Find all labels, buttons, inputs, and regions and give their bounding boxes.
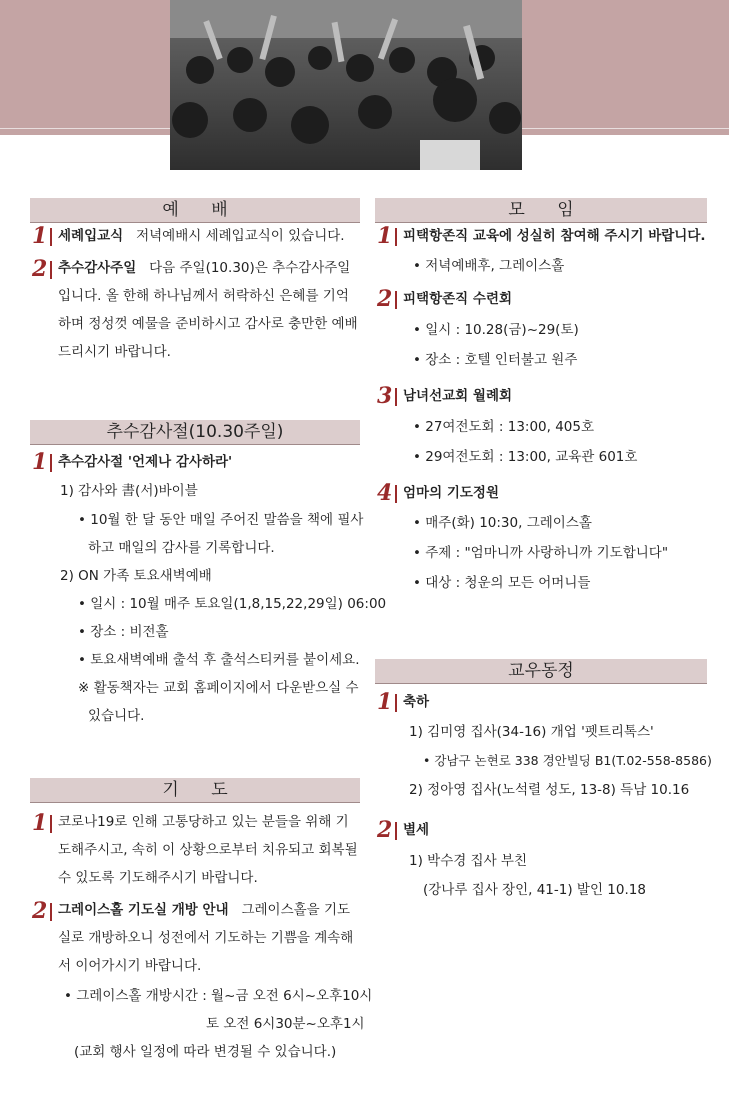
- thanksgiving-line: 있습니다.: [88, 708, 145, 724]
- members-title: 교우동정: [508, 661, 574, 681]
- item-divider: [50, 903, 52, 921]
- header-band-left: [0, 0, 170, 135]
- item-title: 축하: [403, 694, 430, 710]
- header-band-right: [522, 0, 729, 135]
- thanksgiving-line: • 10월 한 달 동안 매일 주어진 말씀을 책에 필사: [78, 512, 364, 528]
- thanksgiving-line: ※ 활동책자는 교회 홈페이지에서 다운받으실 수: [78, 680, 359, 696]
- item-number: 1: [32, 449, 48, 475]
- prayer-item-1: [30, 808, 360, 898]
- meetings-line: • 대상 : 청운의 모든 어머니들: [413, 575, 591, 591]
- item-number: 2: [32, 256, 48, 282]
- members-line: • 강남구 논현로 338 경안빌딩 B1(T.02-558-8586): [423, 753, 712, 768]
- item-title: 엄마의 기도정원: [403, 485, 499, 501]
- meetings-item-2: [375, 287, 707, 317]
- item-divider: [395, 388, 397, 406]
- thanksgiving-line: 1) 감사와 書(서)바이블: [60, 483, 198, 499]
- prayer-line: 토 오전 6시30분~오후1시: [206, 1016, 365, 1032]
- prayer-line: • 그레이스홀 개방시간 : 월~금 오전 6시~오후10시: [64, 988, 373, 1004]
- prayer-title: 기 도: [162, 780, 228, 800]
- item-number: 1: [32, 223, 48, 249]
- worship-section-header: [30, 198, 360, 223]
- meetings-line: • 저녁예배후, 그레이스홀: [413, 258, 565, 274]
- thanksgiving-line: • 장소 : 비전홀: [78, 624, 169, 640]
- meetings-item-1: [375, 224, 707, 254]
- meetings-line: • 일시 : 10.28(금)~29(토): [413, 322, 579, 338]
- thanksgiving-item-1: [30, 450, 360, 480]
- prayer-item-2: [30, 896, 360, 986]
- meetings-line: • 매주(화) 10:30, 그레이스홀: [413, 515, 592, 531]
- members-item-2: [375, 818, 707, 848]
- members-line: (강나루 집사 장인, 41-1) 발인 10.18: [423, 882, 646, 898]
- meetings-item-3: [375, 384, 707, 414]
- meetings-section-header: [375, 198, 707, 223]
- item-text: 코로나19로 인해 고통당하고 있는 분들을 위해 기도해주시고, 속히 이 상황으로부터 치유되고 회복될 수 있도록 기도해주시기 바랍니다.: [58, 814, 358, 886]
- item-divider: [395, 485, 397, 503]
- members-line: 1) 박수경 집사 부친: [409, 853, 528, 869]
- header-photo: [170, 0, 522, 170]
- item-number: 2: [32, 898, 48, 924]
- item-divider: [395, 291, 397, 309]
- item-title: 세례입교식: [58, 228, 124, 244]
- item-divider: [50, 454, 52, 472]
- meetings-line: • 29여전도회 : 13:00, 교육관 601호: [413, 449, 638, 465]
- meetings-line: • 27여전도회 : 13:00, 405호: [413, 419, 595, 435]
- members-item-1: [375, 690, 707, 720]
- thanksgiving-section-header: [30, 420, 360, 445]
- item-number: 4: [377, 480, 393, 506]
- item-number: 1: [32, 810, 48, 836]
- item-title: 추수감사주일: [58, 260, 137, 276]
- item-divider: [50, 261, 52, 279]
- item-divider: [50, 228, 52, 246]
- prayer-line: (교회 행사 일정에 따라 변경될 수 있습니다.): [74, 1044, 337, 1060]
- item-number: 2: [377, 286, 393, 312]
- thanksgiving-line: • 일시 : 10월 매주 토요일(1,8,15,22,29일) 06:00: [78, 596, 387, 612]
- item-text: 다음 주일(10.30)은 추수감사주일입니다. 올 한해 하나님께서 허락하신 은혜를 기억하며 정성껏 예물을 준비하시고 감사로 충만한 예배드리시기 바랍니다.: [58, 260, 358, 360]
- prayer-section-header: [30, 778, 360, 803]
- worship-title: 예 배: [162, 200, 228, 220]
- meetings-line: • 장소 : 호텔 인터불고 원주: [413, 352, 578, 368]
- meetings-title: 모 임: [508, 200, 574, 220]
- item-divider: [50, 815, 52, 833]
- item-title: 그레이스홀 기도실 개방 안내: [58, 902, 229, 918]
- thanksgiving-line: 2) ON 가족 토요새벽예배: [60, 568, 212, 584]
- members-section-header: [375, 659, 707, 684]
- thanksgiving-line: 하고 매일의 감사를 기록합니다.: [88, 540, 275, 556]
- item-number: 3: [377, 383, 393, 409]
- item-number: 1: [377, 689, 393, 715]
- item-title: 추수감사절 '언제나 감사하라': [58, 454, 233, 470]
- meetings-item-4: [375, 481, 707, 511]
- thanksgiving-line: • 토요새벽예배 출석 후 출석스티커를 붙이세요.: [78, 652, 360, 668]
- item-divider: [395, 694, 397, 712]
- item-divider: [395, 822, 397, 840]
- item-title: 별세: [403, 822, 430, 838]
- members-line: 1) 김미영 집사(34-16) 개업 '펫트리톡스': [409, 724, 654, 740]
- item-number: 2: [377, 817, 393, 843]
- members-line: 2) 정아영 집사(노석렬 성도, 13-8) 득남 10.16: [409, 782, 690, 798]
- thanksgiving-title: 추수감사절(10.30주일): [106, 422, 284, 442]
- item-title: 피택항존직 교육에 성실히 참여해 주시기 바랍니다.: [403, 228, 706, 244]
- item-number: 1: [377, 223, 393, 249]
- item-title: 피택항존직 수련회: [403, 291, 513, 307]
- item-title: 남녀선교회 월례회: [403, 388, 513, 404]
- worship-photo-image: [170, 0, 522, 170]
- item-text: 저녁예배시 세례입교식이 있습니다.: [136, 228, 345, 244]
- worship-item-2: [30, 254, 360, 374]
- item-divider: [395, 228, 397, 246]
- item-text: 그레이스홀을 기도실로 개방하오니 성전에서 기도하는 기쁨을 계속해서 이어가시기 바랍니다.: [58, 902, 354, 974]
- meetings-line: • 주제 : "엄마니까 사랑하니까 기도합니다": [413, 545, 669, 561]
